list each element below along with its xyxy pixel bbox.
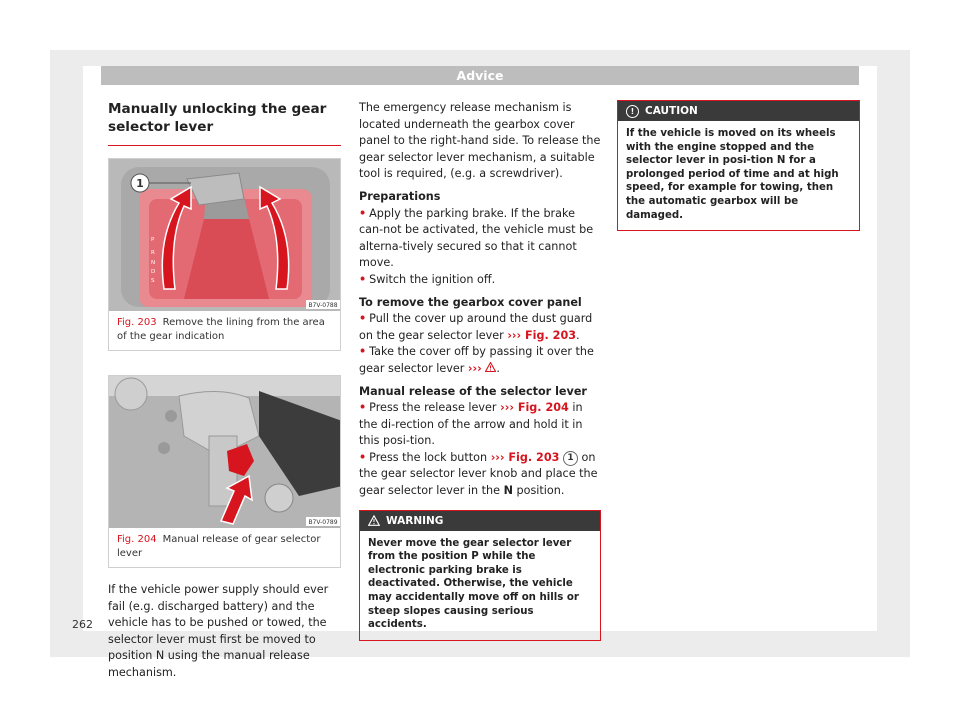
figure-204-code: B7V-0789 xyxy=(308,519,338,526)
figure-204 xyxy=(108,375,341,568)
figure-203-text: Remove the lining from the area of the gear indication xyxy=(117,317,325,342)
remove-cover-heading: To remove the gearbox cover panel xyxy=(359,295,582,309)
gear-letter-d: D xyxy=(151,269,156,275)
figure-204-text: Manual release of gear selector lever xyxy=(117,534,321,559)
column-2 xyxy=(359,100,601,641)
column-3 xyxy=(617,100,860,231)
prep-item-2: • Switch the ignition off. xyxy=(359,272,496,286)
section-header: Advice xyxy=(101,66,859,85)
warning-title: WARNING xyxy=(386,514,444,527)
mechanism-paragraph: The emergency release mechanism is located underneath the gearbox cover panel to the right-hand side. To release the gear selector lever mechanism, a suitable tool is required, (e.g. a screwdriver). xyxy=(359,101,601,181)
gear-letter-p: P xyxy=(151,237,155,243)
caution-title: CAUTION xyxy=(645,105,698,117)
gear-letter-r: R xyxy=(151,250,155,256)
section-heading: Manually unlocking the gear selector lever xyxy=(108,100,341,146)
warning-header xyxy=(360,511,600,531)
caution-header xyxy=(618,101,859,121)
gear-selector-illustration xyxy=(109,159,340,311)
warning-text: Never move the gear selector lever from the position P while the electronic parking brake is deactivated. Otherwise, the vehicle may accidentally move off on hills or steep slopes causing serious accidents. xyxy=(368,537,579,631)
warning-triangle-icon xyxy=(485,362,496,372)
figure-204-image xyxy=(109,376,340,528)
figure-203-callout: 1 xyxy=(136,177,144,190)
fig-204-link[interactable]: ››› Fig. 204 xyxy=(500,401,569,415)
intro-paragraph: If the vehicle power supply should ever fail (e.g. discharged battery) and the vehicle has to be pushed or towed, the selector lever must first be moved to position N using the manual release mechanism. xyxy=(108,583,329,679)
figure-203-code: B7V-0788 xyxy=(308,302,338,309)
figure-203 xyxy=(108,158,341,351)
callout-1-badge: 1 xyxy=(563,451,578,466)
figure-204-number: Fig. 204 xyxy=(117,534,157,545)
figure-203-image xyxy=(109,159,340,311)
figure-203-caption xyxy=(109,311,340,350)
manual-release-heading: Manual release of the selector lever xyxy=(359,384,587,398)
fig-203-link-2[interactable]: ››› Fig. 203 xyxy=(490,450,560,464)
warning-icon xyxy=(368,515,380,526)
gear-letter-s: S xyxy=(151,278,155,284)
caution-text: If the vehicle is moved on its wheels with the engine stopped and the selector lever in posi-tion N for a prolonged period of time and at high speed, for example for towing, then the automatic gearbox will be damaged. xyxy=(626,128,839,221)
manual-item-2: • Press the lock button ››› Fig. 203 1 on the gear selector lever knob and place the gear selector lever in the N position. xyxy=(359,450,598,498)
page-number: 262 xyxy=(72,618,93,631)
remove-item-1: • Pull the cover up around the dust guard on the gear selector lever ››› Fig. 203. xyxy=(359,312,593,342)
remove-item-2: • Take the cover off by passing it over the gear selector lever ››› . xyxy=(359,345,594,375)
warning-box xyxy=(359,510,601,641)
fig-203-link[interactable]: ››› Fig. 203 xyxy=(507,328,577,342)
caution-box xyxy=(617,100,860,231)
warning-link[interactable]: ››› xyxy=(467,361,482,375)
info-circle-icon: ! xyxy=(626,105,639,118)
figure-204-caption xyxy=(109,528,340,567)
manual-item-1: • Press the release lever ››› Fig. 204 in the di-rection of the arrow and hold it in this posi-tion. xyxy=(359,401,583,448)
column-1 xyxy=(108,100,341,682)
release-mechanism-illustration xyxy=(109,376,340,528)
gear-letter-n: N xyxy=(151,260,156,266)
preparations-heading: Preparations xyxy=(359,189,441,203)
figure-203-number: Fig. 203 xyxy=(117,317,157,328)
prep-item-1: • Apply the parking brake. If the brake can-not be activated, the vehicle must be alterna-tively secured so that it cannot move. xyxy=(359,206,594,270)
